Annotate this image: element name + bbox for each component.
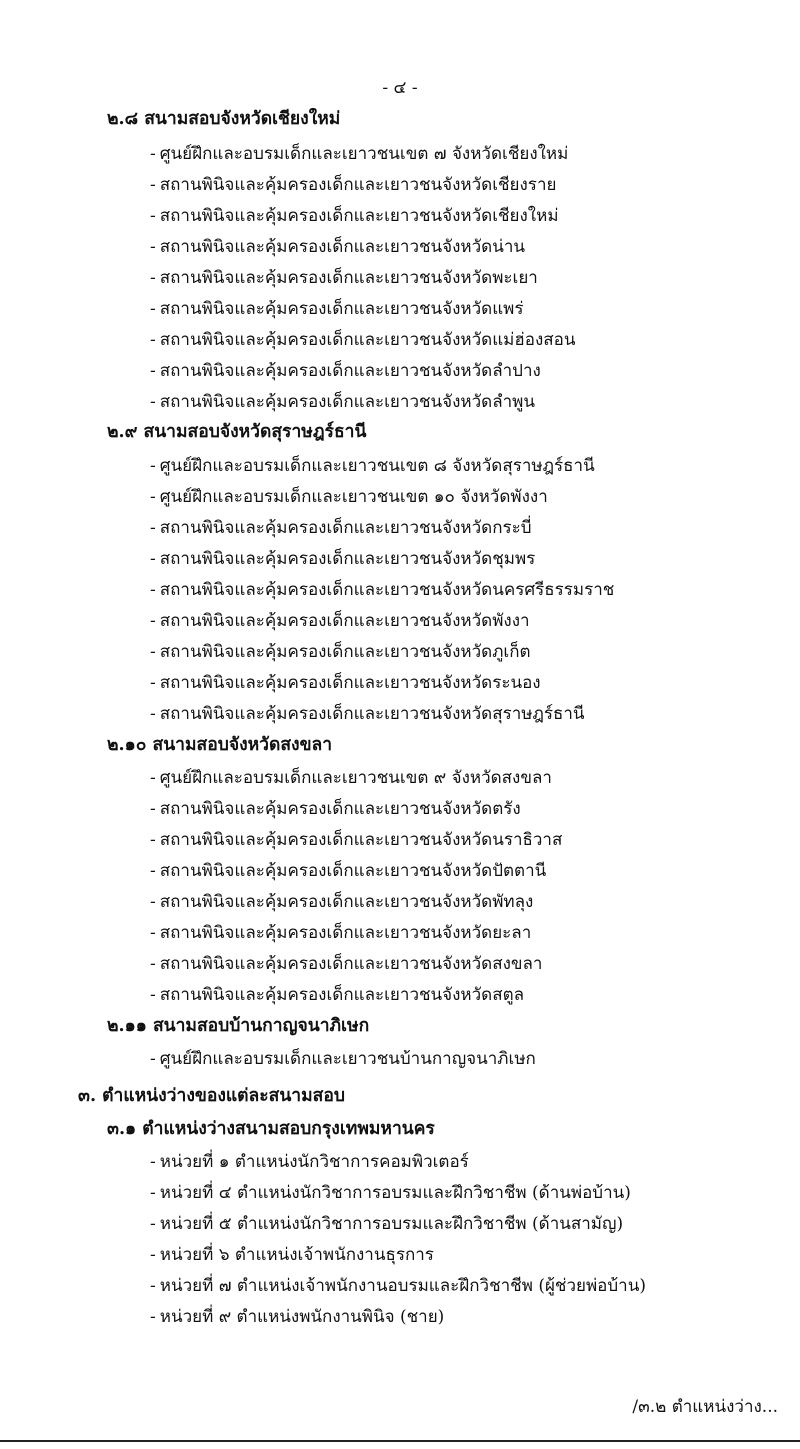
- continuation-note: /๓.๒ ตำแหน่งว่าง...: [632, 1397, 778, 1417]
- section-heading-3-1: ๓.๑ ตำแหน่งว่างสนามสอบกรุงเทพมหานคร: [107, 1119, 435, 1139]
- list-item: - ศูนย์ฝึกและอบรมเด็กและเยาวชนเขต ๗ จังหวัดเชียงใหม่: [150, 144, 569, 164]
- list-item: - สถานพินิจและคุ้มครองเด็กและเยาวชนจังหวัดตรัง: [150, 799, 521, 819]
- list-item: - สถานพินิจและคุ้มครองเด็กและเยาวชนจังหวัดยะลา: [150, 923, 532, 943]
- list-item: - สถานพินิจและคุ้มครองเด็กและเยาวชนจังหวัดระนอง: [150, 673, 541, 693]
- list-item: - หน่วยที่ ๖ ตำแหน่งเจ้าพนักงานธุรการ: [150, 1245, 434, 1265]
- list-item: - สถานพินิจและคุ้มครองเด็กและเยาวชนจังหวัดน่าน: [150, 237, 525, 257]
- list-item: - สถานพินิจและคุ้มครองเด็กและเยาวชนจังหวัดนครศรีธรรมราช: [150, 580, 615, 600]
- list-item: - สถานพินิจและคุ้มครองเด็กและเยาวชนจังหวัดพะเยา: [150, 268, 538, 288]
- list-item: - หน่วยที่ ๗ ตำแหน่งเจ้าพนักงานอบรมและฝึกวิชาชีพ (ผู้ช่วยพ่อบ้าน): [150, 1276, 646, 1296]
- list-item: - ศูนย์ฝึกและอบรมเด็กและเยาวชนเขต ๘ จังหวัดสุราษฎร์ธานี: [150, 456, 595, 476]
- list-item: - สถานพินิจและคุ้มครองเด็กและเยาวชนจังหวัดสงขลา: [150, 954, 543, 974]
- bottom-divider: [0, 1440, 800, 1442]
- list-item: - สถานพินิจและคุ้มครองเด็กและเยาวชนจังหวัดเชียงใหม่: [150, 206, 559, 226]
- list-item: - สถานพินิจและคุ้มครองเด็กและเยาวชนจังหวัดภูเก็ต: [150, 642, 531, 662]
- list-item: - หน่วยที่ ๕ ตำแหน่งนักวิชาการอบรมและฝึกวิชาชีพ (ด้านสามัญ): [150, 1214, 624, 1234]
- list-item: - หน่วยที่ ๔ ตำแหน่งนักวิชาการอบรมและฝึกวิชาชีพ (ด้านพ่อบ้าน): [150, 1183, 631, 1203]
- list-item: - สถานพินิจและคุ้มครองเด็กและเยาวชนจังหวัดสตูล: [150, 985, 525, 1005]
- list-item: - สถานพินิจและคุ้มครองเด็กและเยาวชนจังหวัดพังงา: [150, 611, 530, 631]
- list-item: - สถานพินิจและคุ้มครองเด็กและเยาวชนจังหวัดเชียงราย: [150, 175, 557, 195]
- list-item: - สถานพินิจและคุ้มครองเด็กและเยาวชนจังหวัดสุราษฎร์ธานี: [150, 704, 585, 724]
- list-item: - สถานพินิจและคุ้มครองเด็กและเยาวชนจังหวัดนราธิวาส: [150, 830, 563, 850]
- list-item: - สถานพินิจและคุ้มครองเด็กและเยาวชนจังหวัดแม่ฮ่องสอน: [150, 330, 576, 350]
- list-item: - ศูนย์ฝึกและอบรมเด็กและเยาวชนเขต ๙ จังหวัดสงขลา: [150, 768, 552, 788]
- list-item: - สถานพินิจและคุ้มครองเด็กและเยาวชนจังหวัดชุมพร: [150, 549, 536, 569]
- list-item: - สถานพินิจและคุ้มครองเด็กและเยาวชนจังหวัดแพร่: [150, 299, 524, 319]
- list-item: - สถานพินิจและคุ้มครองเด็กและเยาวชนจังหวัดปัตตานี: [150, 861, 547, 881]
- section-heading-2-11: ๒.๑๑ สนามสอบบ้านกาญจนาภิเษก: [107, 1016, 370, 1036]
- list-item: - ศูนย์ฝึกและอบรมเด็กและเยาวชนเขต ๑๐ จังหวัดพังงา: [150, 487, 548, 507]
- list-item: - ศูนย์ฝึกและอบรมเด็กและเยาวชนบ้านกาญจนาภิเษก: [150, 1049, 536, 1069]
- list-item: - สถานพินิจและคุ้มครองเด็กและเยาวชนจังหวัดกระบี่: [150, 518, 532, 538]
- section-heading-2-10: ๒.๑๐ สนามสอบจังหวัดสงขลา: [107, 735, 333, 755]
- page-number: - ๔ -: [382, 78, 418, 98]
- section-heading-3: ๓. ตำแหน่งว่างของแต่ละสนามสอบ: [78, 1086, 345, 1106]
- list-item: - สถานพินิจและคุ้มครองเด็กและเยาวชนจังหวัดลำพูน: [150, 392, 535, 412]
- section-heading-2-8: ๒.๘ สนามสอบจังหวัดเชียงใหม่: [107, 109, 341, 129]
- section-heading-2-9: ๒.๙ สนามสอบจังหวัดสุราษฎร์ธานี: [107, 422, 367, 442]
- list-item: - หน่วยที่ ๙ ตำแหน่งพนักงานพินิจ (ชาย): [150, 1307, 445, 1327]
- list-item: - สถานพินิจและคุ้มครองเด็กและเยาวชนจังหวัดลำปาง: [150, 361, 541, 381]
- list-item: - หน่วยที่ ๑ ตำแหน่งนักวิชาการคอมพิวเตอร์: [150, 1152, 469, 1172]
- list-item: - สถานพินิจและคุ้มครองเด็กและเยาวชนจังหวัดพัทลุง: [150, 892, 534, 912]
